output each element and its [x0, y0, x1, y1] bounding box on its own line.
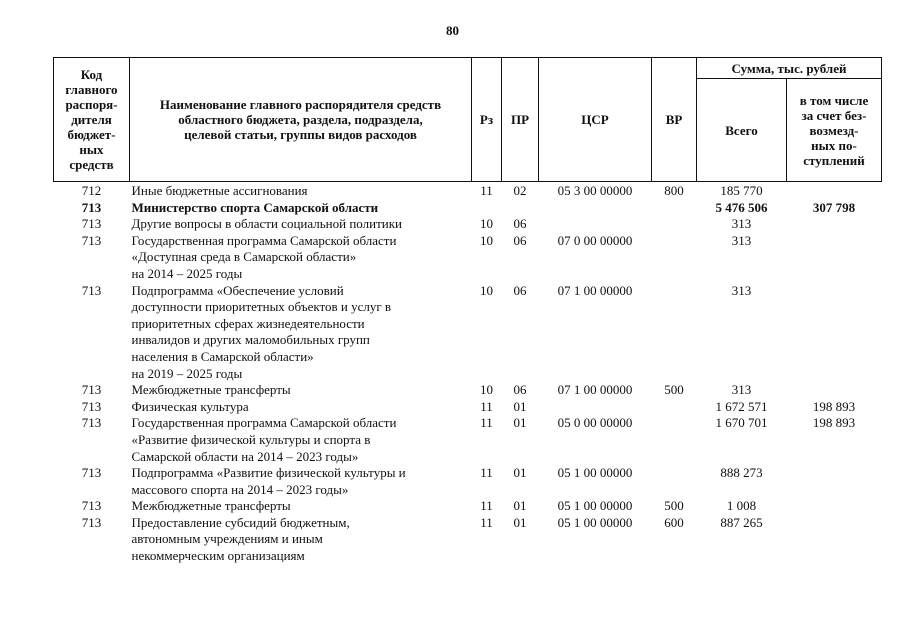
row-pr: 02	[513, 183, 527, 198]
header-code-line: бюджет-	[67, 127, 116, 142]
table-row	[54, 415, 882, 465]
row-free	[787, 498, 882, 515]
row-vr	[652, 399, 697, 416]
row-code: 713	[81, 498, 102, 514]
row-free	[787, 233, 882, 283]
row-free	[787, 515, 882, 565]
header-free-line: возмезд-	[809, 122, 859, 138]
row-pr: 01	[513, 398, 527, 414]
row-total: 887 265	[720, 514, 763, 530]
row-name-line: Государственная программа Самарской области	[131, 232, 397, 248]
row-free: 198 893	[812, 415, 856, 431]
row-total: 888 273	[720, 465, 763, 481]
row-name-line: Подпрограмма «Обеспечение условий	[131, 282, 344, 298]
row-csr: 05 3 00 00000	[557, 183, 633, 198]
header-code-line: распоря-	[65, 97, 118, 112]
header-free	[787, 79, 882, 182]
row-vr	[652, 415, 697, 465]
row-name	[130, 182, 472, 200]
row-code: 713	[81, 282, 102, 298]
row-name-line: Межбюджетные трансферты	[131, 498, 291, 514]
row-name-line: Министерство спорта Самарской области	[131, 199, 379, 215]
row-rz: 10	[480, 282, 493, 298]
row-name	[130, 415, 472, 465]
row-free	[787, 382, 882, 399]
row-csr: 07 0 00 00000	[557, 232, 633, 248]
row-name	[130, 498, 472, 515]
row-csr: 05 1 00 00000	[557, 514, 633, 530]
row-code: 713	[81, 216, 102, 232]
row-code: 713	[81, 199, 102, 215]
row-name-line: доступности приоритетных объектов и услуг в	[131, 299, 392, 315]
header-name-line: областного бюджета, раздела, подраздела,	[178, 112, 423, 127]
row-pr	[502, 200, 539, 217]
row-vr	[652, 283, 697, 383]
table-row	[54, 399, 882, 416]
row-code: 712	[81, 183, 102, 198]
row-free: 198 893	[812, 398, 856, 414]
table-row	[54, 200, 882, 217]
table-row	[54, 515, 882, 565]
row-code: 713	[81, 232, 102, 248]
header-sum: Сумма, тыс. рублей	[697, 58, 882, 79]
row-name-line: на 2019 – 2025 годы	[131, 365, 243, 381]
row-name-line: массового спорта на 2014 – 2023 годы»	[131, 481, 349, 497]
header-free-line: ных по-	[811, 137, 857, 153]
row-total: 1 670 701	[715, 415, 768, 431]
row-vr	[652, 216, 697, 233]
row-total: 313	[731, 216, 752, 232]
header-code	[54, 58, 130, 182]
row-vr: 500	[664, 382, 684, 398]
row-pr: 01	[513, 465, 527, 481]
header-code-line: главного	[65, 82, 118, 97]
header-code-line: средств	[69, 157, 114, 172]
row-csr: 05 0 00 00000	[557, 415, 633, 431]
row-rz	[472, 200, 502, 217]
row-csr	[539, 200, 652, 217]
row-rz: 11	[480, 465, 493, 481]
row-total: 313	[731, 382, 752, 398]
row-pr: 06	[513, 282, 527, 298]
header-name-line: целевой статьи, группы видов расходов	[184, 127, 417, 142]
row-rz: 11	[480, 514, 493, 530]
row-total: 313	[731, 282, 752, 298]
row-total: 5 476 506	[715, 199, 768, 215]
row-rz: 11	[480, 498, 493, 514]
row-name	[130, 399, 472, 416]
row-rz: 10	[480, 232, 493, 248]
row-rz: 10	[480, 382, 493, 398]
row-pr: 01	[513, 514, 527, 530]
header-free-line: за счет без-	[801, 107, 867, 123]
row-name-line: Межбюджетные трансферты	[131, 382, 291, 398]
row-name	[130, 216, 472, 233]
header-name	[130, 58, 472, 182]
table-row	[54, 216, 882, 233]
table-row	[54, 465, 882, 498]
row-name-line: населения в Самарской области»	[131, 348, 314, 364]
row-name	[130, 283, 472, 383]
row-name-line: на 2014 – 2025 годы	[131, 265, 243, 281]
row-total: 1 672 571	[715, 398, 768, 414]
row-code: 713	[81, 415, 102, 431]
row-free	[787, 182, 882, 200]
row-csr: 07 1 00 00000	[557, 282, 633, 298]
row-rz: 11	[480, 183, 493, 198]
row-code: 713	[81, 398, 102, 414]
header-rz: Рз	[472, 58, 502, 182]
table-row	[54, 182, 882, 200]
table-body	[54, 182, 882, 565]
row-pr: 06	[513, 382, 527, 398]
row-name-line: Государственная программа Самарской области	[131, 415, 397, 431]
header-total: Всего	[697, 79, 787, 182]
row-name	[130, 233, 472, 283]
row-name	[130, 515, 472, 565]
row-name-line: Подпрограмма «Развитие физической культуры и	[131, 465, 406, 481]
row-name-line: «Доступная среда в Самарской области»	[131, 249, 357, 265]
header-vr: ВР	[652, 58, 697, 182]
row-rz: 11	[480, 398, 493, 414]
header-code-line: дителя	[71, 112, 112, 127]
header-free-line: ступлений	[803, 152, 865, 168]
row-total: 313	[731, 232, 752, 248]
row-name-line: инвалидов и других маломобильных групп	[131, 332, 370, 348]
row-pr: 06	[513, 216, 527, 232]
budget-table	[53, 57, 882, 565]
row-code: 713	[81, 382, 102, 398]
header-name-line: Наименование главного распорядителя средств	[159, 97, 442, 112]
table-row	[54, 233, 882, 283]
row-code: 713	[81, 465, 102, 481]
header-code-line: Код	[80, 67, 103, 82]
table-row	[54, 283, 882, 383]
row-vr: 800	[664, 183, 684, 198]
header-free-line: в том числе	[799, 92, 869, 108]
row-pr: 06	[513, 232, 527, 248]
row-csr	[539, 399, 652, 416]
row-free	[787, 283, 882, 383]
header-pr: ПР	[502, 58, 539, 182]
row-csr: 05 1 00 00000	[557, 498, 633, 514]
row-vr	[652, 233, 697, 283]
row-code: 713	[81, 514, 102, 530]
table-row	[54, 382, 882, 399]
row-name	[130, 465, 472, 498]
row-name-line: автономным учреждениям и иным	[131, 531, 323, 547]
row-name-line: «Развитие физической культуры и спорта в	[131, 431, 371, 447]
row-name	[130, 200, 472, 217]
table-row	[54, 498, 882, 515]
row-total: 1 008	[726, 498, 757, 514]
row-pr: 01	[513, 498, 527, 514]
row-rz: 10	[480, 216, 493, 232]
row-name-line: Физическая культура	[131, 398, 249, 414]
row-vr	[652, 465, 697, 498]
row-name-line: некоммерческим организациям	[131, 548, 305, 564]
row-csr: 07 1 00 00000	[557, 382, 633, 398]
row-name-line: Другие вопросы в области социальной политики	[131, 216, 402, 232]
row-csr: 05 1 00 00000	[557, 465, 633, 481]
row-free	[787, 465, 882, 498]
row-csr	[539, 216, 652, 233]
page-number: 80	[446, 23, 459, 38]
header-code-line: ных	[79, 142, 104, 157]
header-csr: ЦСР	[539, 58, 652, 182]
row-rz: 11	[480, 415, 493, 431]
row-total: 185 770	[720, 183, 763, 198]
row-name-line: Предоставление субсидий бюджетным,	[131, 514, 350, 530]
row-name-line: Иные бюджетные ассигнования	[131, 183, 308, 198]
row-vr	[652, 200, 697, 217]
row-free	[787, 216, 882, 233]
row-name-line: Самарской области на 2014 – 2023 годы»	[131, 448, 359, 464]
row-free: 307 798	[812, 199, 856, 215]
row-name	[130, 382, 472, 399]
row-vr: 500	[664, 498, 684, 514]
row-name-line: приоритетных сферах жизнедеятельности	[131, 315, 365, 331]
row-vr: 600	[664, 514, 684, 530]
row-pr: 01	[513, 415, 527, 431]
